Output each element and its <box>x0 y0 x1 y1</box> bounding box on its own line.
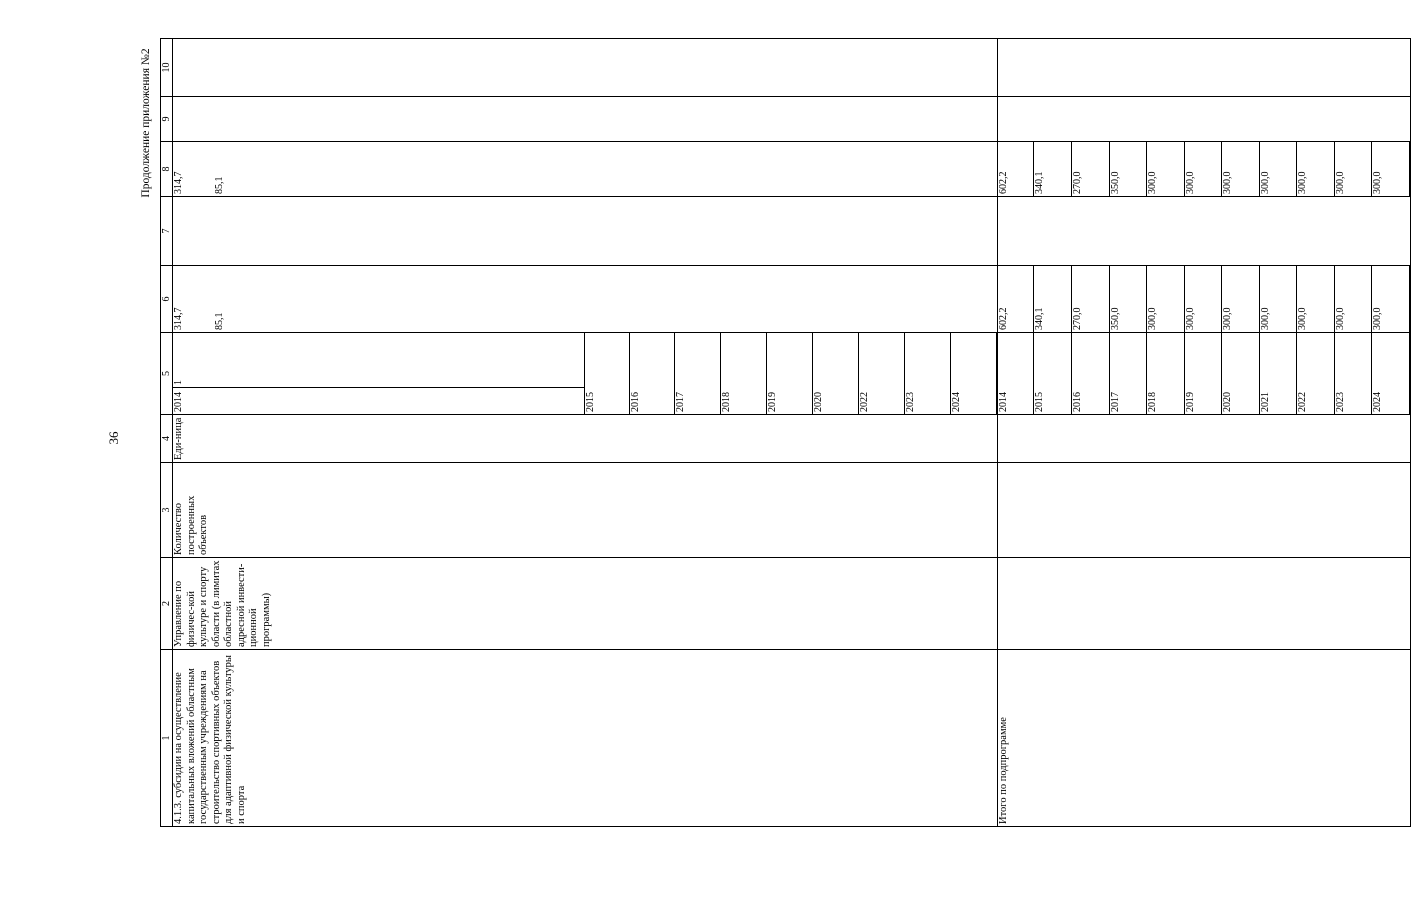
r1c8-item <box>297 142 338 196</box>
r2c8-item: 300,0 <box>1259 142 1297 196</box>
page-number: 36 <box>106 431 121 445</box>
row1-col1: 4.1.3. субсидии на осуществление капитальных вложений областным государственным учреждениям на строительство спортивных объектов для адаптивной физической культуры и спорта <box>173 650 998 827</box>
r1c6-item <box>338 266 379 332</box>
r1years-item: 2022 <box>859 333 905 414</box>
row2-years-list <box>998 333 1410 414</box>
row1-years-list <box>173 333 585 414</box>
r1c8-item <box>461 142 502 196</box>
r1years-item: 2018 <box>721 333 767 414</box>
r2c8-item: 300,0 <box>1372 142 1410 196</box>
r2years-item: 2017 <box>1109 333 1147 414</box>
row1-col9 <box>173 97 998 142</box>
r2years-item: 2015 <box>1034 333 1072 414</box>
r2c6-item: 300,0 <box>1334 266 1372 332</box>
header-col-7: 7 <box>161 197 173 266</box>
header-col-9: 9 <box>161 97 173 142</box>
r1c6-item <box>379 266 420 332</box>
r2c6-item: 350,0 <box>1109 266 1147 332</box>
r2c8-item: 270,0 <box>1072 142 1110 196</box>
row2-col8-list <box>998 142 1410 196</box>
r1c6-item: 314,7 <box>173 307 184 330</box>
r2c8-item: 300,0 <box>1334 142 1372 196</box>
r2c6-item: 340,1 <box>1034 266 1072 332</box>
r2years-item: 2024 <box>1372 333 1410 414</box>
r1c8-item: 85,1 <box>214 176 226 194</box>
row2-col3 <box>998 463 1411 558</box>
row2-col10 <box>998 39 1411 97</box>
r2years-item: 2019 <box>1184 333 1222 414</box>
row2-col9 <box>998 97 1411 142</box>
r1years-item: 2024 <box>950 333 996 414</box>
r2c6-item: 300,0 <box>1259 266 1297 332</box>
row1-col5: 1 <box>173 333 585 388</box>
row1-years-more <box>585 333 997 414</box>
r1c6-item <box>461 266 502 332</box>
r2c6-item: 602,2 <box>998 266 1034 332</box>
r1years-item: 2016 <box>629 333 675 414</box>
table-row <box>173 39 998 827</box>
row2-col8-cell <box>998 142 1411 197</box>
r1c6-item <box>420 266 461 332</box>
rotated-table-wrapper <box>160 39 1384 827</box>
r1c8-item <box>338 142 379 196</box>
row1-year-0: 2014 <box>173 388 585 415</box>
r2c8-item: 300,0 <box>1147 142 1185 196</box>
row2-col2 <box>998 558 1411 650</box>
r2c8-item: 300,0 <box>1184 142 1222 196</box>
header-col-6: 6 <box>161 266 173 333</box>
r2c6-item: 300,0 <box>1297 266 1335 332</box>
r2c6-item: 270,0 <box>1072 266 1110 332</box>
subsidy-table <box>160 38 1411 827</box>
header-col-10: 10 <box>161 39 173 97</box>
r1years-item: 2020 <box>813 333 859 414</box>
r2years-item: 2023 <box>1334 333 1372 414</box>
r1years-item: 2019 <box>767 333 813 414</box>
r1c8-item <box>420 142 461 196</box>
header-col-8: 8 <box>161 142 173 197</box>
r1c6-item <box>297 266 338 332</box>
r1c6-item <box>544 266 585 332</box>
annex-label: Продолжение приложения №2 <box>140 48 152 198</box>
r2c8-item: 350,0 <box>1109 142 1147 196</box>
r2c6-item: 300,0 <box>1184 266 1222 332</box>
header-col-4: 4 <box>161 415 173 463</box>
row1-col8-list <box>173 142 585 196</box>
r2c8-item: 300,0 <box>1222 142 1260 196</box>
row1-col6-cell <box>173 266 998 333</box>
row1-col10 <box>173 39 998 97</box>
row1-years-cell <box>173 333 998 415</box>
r2years-item: 2016 <box>1072 333 1110 414</box>
r1c8-item <box>379 142 420 196</box>
r1c6-item <box>503 266 544 332</box>
r1years-item: 2017 <box>675 333 721 414</box>
r2c6-item: 300,0 <box>1372 266 1410 332</box>
r2c6-item: 300,0 <box>1222 266 1260 332</box>
r2c8-item: 602,2 <box>998 142 1034 196</box>
r2years-item: 2020 <box>1222 333 1260 414</box>
row1-col8-cell <box>173 142 998 197</box>
r2years-item: 2021 <box>1259 333 1297 414</box>
r2c6-item: 300,0 <box>1147 266 1185 332</box>
r1c8-item: 314,7 <box>173 171 184 194</box>
row2-col7 <box>998 197 1411 266</box>
row1-col6-list <box>173 266 585 332</box>
r1years-item: 2023 <box>905 333 951 414</box>
row1-col4: Еди-ница <box>173 415 998 463</box>
header-col-3: 3 <box>161 463 173 558</box>
row1-col7 <box>173 197 998 266</box>
r2years-item: 2022 <box>1297 333 1335 414</box>
r1c8-item <box>544 142 585 196</box>
r2c8-item: 340,1 <box>1034 142 1072 196</box>
r2years-item: 2018 <box>1147 333 1185 414</box>
row2-years-cell <box>998 333 1411 415</box>
row1-col2: Управление по физичес-кой культуре и спорту области (в лимитах областной адресной инвести-ционной программы) <box>173 558 998 650</box>
r1c8-item <box>503 142 544 196</box>
row2-col6-list <box>998 266 1410 332</box>
header-row <box>161 39 173 827</box>
r1c6-item <box>255 266 296 332</box>
row2-col4 <box>998 415 1411 463</box>
table-row <box>998 39 1411 827</box>
row2-col6-cell <box>998 266 1411 333</box>
r1years-item: 2015 <box>585 333 629 414</box>
r2years-item: 2014 <box>998 333 1034 414</box>
r2c8-item: 300,0 <box>1297 142 1335 196</box>
r1c6-item: 85,1 <box>214 312 226 330</box>
header-col-2: 2 <box>161 558 173 650</box>
row1-col3: Количество построенных объектов <box>173 463 998 558</box>
r1c8-item <box>255 142 296 196</box>
row2-col1: Итого по подпрограмме <box>998 650 1411 827</box>
header-col-1: 1 <box>161 650 173 827</box>
header-col-5: 5 <box>161 333 173 415</box>
